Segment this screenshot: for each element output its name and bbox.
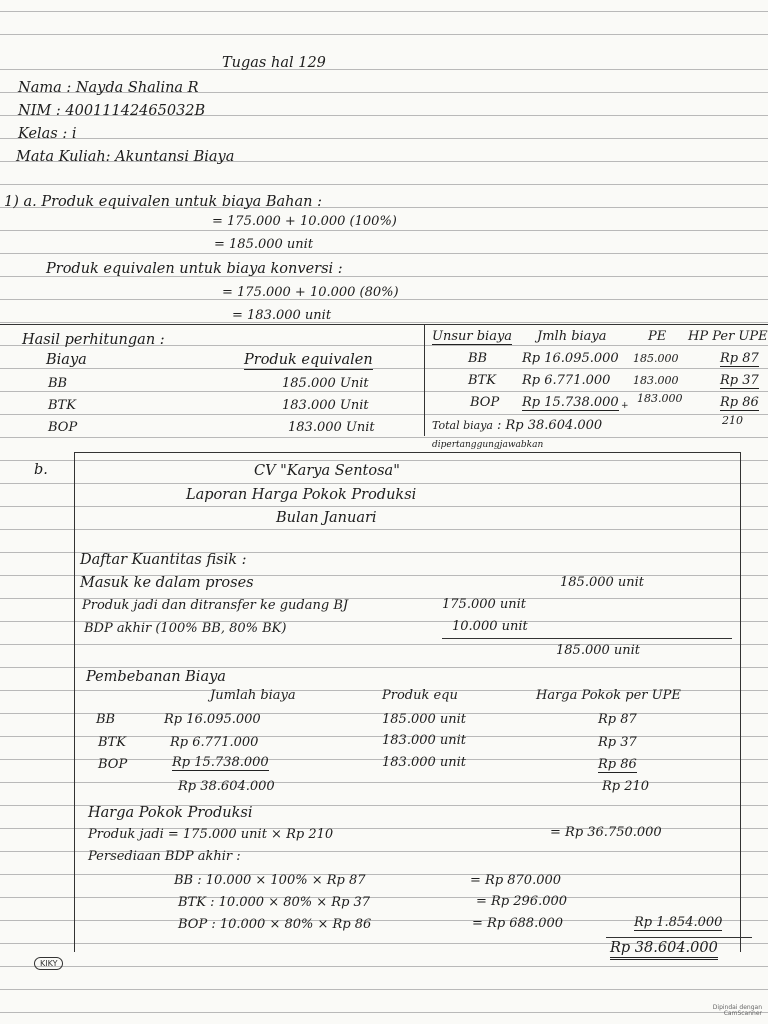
report-title: Laporan Harga Pokok Produksi — [186, 487, 417, 503]
persediaan-row-bb-calc: BB : 10.000 × 100% × Rp 87 — [174, 873, 366, 888]
total-biaya-value: : Rp 38.604.000 — [497, 418, 603, 433]
unsur-row-bb-jumlah: Rp 16.095.000 — [522, 351, 619, 366]
notebook-brand-stamp: KIKY — [34, 957, 63, 970]
persediaan-row-bb-value: = Rp 870.000 — [470, 873, 562, 888]
part-b-box-left — [74, 452, 75, 952]
dipertanggung-label: dipertanggungjawabkan — [432, 440, 544, 450]
hasil-header-produk: Produk equivalen — [244, 352, 373, 368]
scanner-line1: Dipindai dengan — [712, 1003, 762, 1011]
pembebanan-row-btk-label: BTK — [98, 735, 126, 750]
hasil-row-bb-produk: 185.000 Unit — [282, 376, 369, 391]
camscanner-watermark — [713, 1005, 762, 1018]
pembebanan-row-bop-jumlah: Rp 15.738.000 — [172, 755, 269, 770]
unsur-row-btk-unsur: BTK — [468, 373, 496, 388]
hasil-row-btk-biaya: BTK — [48, 398, 76, 413]
pembebanan-row-bb-produk: 185.000 unit — [382, 712, 467, 727]
nama-line: Nama : Nayda Shalina R — [18, 80, 199, 96]
page-title: Tugas hal 129 — [222, 55, 326, 71]
kuantitas-title: Daftar Kuantitas fisik : — [80, 552, 247, 568]
pembebanan-row-btk-jumlah: Rp 6.771.000 — [170, 735, 259, 750]
unsur-row-bb-hp: Rp 87 — [720, 351, 759, 366]
part-a-line6: = 183.000 unit — [232, 308, 332, 323]
scanner-line2: CamScanner — [723, 1010, 762, 1018]
kuantitas-sum-line — [442, 638, 732, 639]
pembebanan-row-bop-label: BOP — [98, 757, 128, 772]
pembebanan-row-btk-hp: Rp 37 — [598, 735, 637, 750]
pembebanan-title: Pembebanan Biaya — [86, 669, 226, 685]
total-biaya-label: Total biaya — [432, 419, 493, 432]
hasil-row-btk-produk: 183.000 Unit — [282, 398, 369, 413]
part-a-line4: Produk equivalen untuk biaya konversi : — [46, 261, 343, 277]
unsur-row-bb-pe: 185.000 — [633, 352, 679, 365]
pembebanan-header-hp: Harga Pokok per UPE — [536, 688, 681, 703]
pembebanan-row-bb-jumlah: Rp 16.095.000 — [164, 712, 261, 727]
nim-line: NIM : 40011142465032B — [18, 103, 206, 119]
total-hp-value: 210 — [722, 414, 743, 427]
part-b-label: b. — [34, 462, 48, 478]
kuantitas-row-bdp-value: 10.000 unit — [452, 619, 528, 634]
pembebanan-row-btk-produk: 183.000 unit — [382, 733, 467, 748]
hasil-row-bop-produk: 183.000 Unit — [288, 420, 375, 435]
unsur-row-bop-unsur: BOP — [470, 395, 500, 410]
unsur-plus-sign: + — [621, 401, 629, 411]
kuantitas-row-bdp-label: BDP akhir (100% BB, 80% BK) — [84, 621, 287, 636]
unsur-header-jumlah: Jmlh biaya — [537, 329, 607, 344]
produk-jadi-value: = Rp 36.750.000 — [550, 825, 662, 840]
persediaan-row-bop-value: = Rp 688.000 — [472, 916, 564, 931]
kuantitas-total: 185.000 unit — [556, 643, 641, 658]
part-a-line5: = 175.000 + 10.000 (80%) — [222, 285, 399, 300]
kuantitas-row-masuk-value: 185.000 unit — [560, 575, 645, 590]
grand-total-line — [606, 937, 752, 938]
unsur-row-bop-hp: Rp 86 — [720, 395, 759, 410]
hasil-row-bb-biaya: BB — [48, 376, 68, 391]
persediaan-row-btk-value: = Rp 296.000 — [476, 894, 568, 909]
persediaan-row-bop-calc: BOP : 10.000 × 80% × Rp 86 — [178, 917, 372, 932]
unsur-header-pe: PE — [648, 329, 667, 344]
pembebanan-header-produk: Produk equ — [382, 688, 458, 703]
part-b-box-right — [740, 452, 741, 952]
persediaan-total: Rp 1.854.000 — [634, 915, 723, 930]
kuantitas-row-masuk-label: Masuk ke dalam proses — [80, 575, 254, 591]
unsur-row-bop-pe: 183.000 — [637, 392, 683, 405]
hasil-row-bop-biaya: BOP — [48, 420, 78, 435]
pembebanan-header-jumlah: Jumlah biaya — [210, 688, 296, 703]
unsur-row-btk-hp: Rp 37 — [720, 373, 759, 388]
unsur-row-btk-pe: 183.000 — [633, 374, 679, 387]
unsur-row-bop-jumlah: Rp 15.738.000 — [522, 395, 619, 410]
hasil-title: Hasil perhitungan : — [22, 332, 165, 348]
unsur-row-bb-unsur: BB — [468, 351, 488, 366]
pembebanan-total: Rp 38.604.000 — [178, 779, 275, 794]
matkul-line: Mata Kuliah: Akuntansi Biaya — [16, 149, 235, 165]
part-b-box-top — [74, 452, 740, 453]
pembebanan-hp-total: Rp 210 — [602, 779, 650, 794]
unsur-header-unsur: Unsur biaya — [432, 329, 513, 344]
kuantitas-row-jadi-value: 175.000 unit — [442, 597, 527, 612]
report-period: Bulan Januari — [276, 510, 377, 526]
part-a-line2: = 175.000 + 10.000 (100%) — [212, 214, 397, 229]
part-a-line1: 1) a. Produk equivalen untuk biaya Bahan : — [4, 194, 322, 210]
persediaan-row-btk-calc: BTK : 10.000 × 80% × Rp 37 — [178, 895, 371, 910]
grand-total: Rp 38.604.000 — [610, 941, 718, 960]
hpp-title: Harga Pokok Produksi — [88, 805, 253, 821]
persediaan-title: Persediaan BDP akhir : — [88, 849, 241, 864]
company-name: CV "Karya Sentosa" — [254, 463, 400, 479]
part-a-line3: = 185.000 unit — [214, 237, 314, 252]
unsur-header-hp: HP Per UPE — [688, 329, 768, 344]
table-divider-top — [0, 324, 768, 325]
hasil-header-biaya: Biaya — [46, 352, 87, 368]
pembebanan-row-bb-label: BB — [96, 712, 116, 727]
table-divider-vertical — [424, 324, 425, 436]
pembebanan-row-bb-hp: Rp 87 — [598, 712, 637, 727]
unsur-row-btk-jumlah: Rp 6.771.000 — [522, 373, 611, 388]
pembebanan-row-bop-produk: 183.000 unit — [382, 755, 467, 770]
kuantitas-row-jadi-label: Produk jadi dan ditransfer ke gudang BJ — [82, 598, 349, 613]
produk-jadi-calc: Produk jadi = 175.000 unit × Rp 210 — [88, 827, 334, 842]
kelas-line: Kelas : i — [18, 126, 77, 142]
pembebanan-row-bop-hp: Rp 86 — [598, 757, 637, 772]
